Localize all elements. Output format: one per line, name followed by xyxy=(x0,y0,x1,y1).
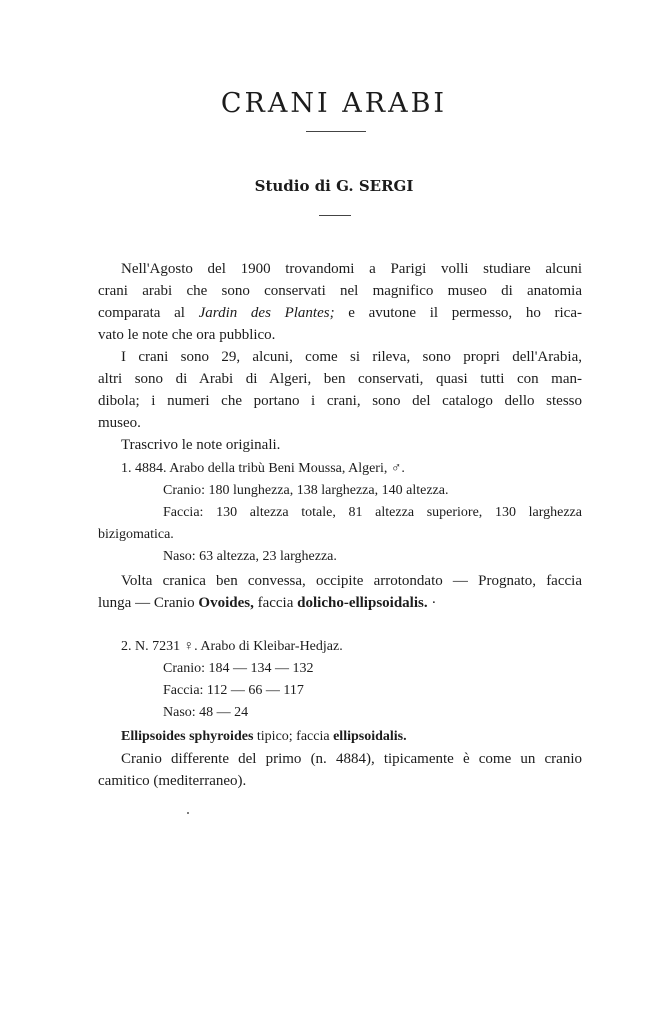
entry1-heading: 1. 4884. Arabo della tribù Beni Moussa, Algeri, ♂. xyxy=(121,461,405,476)
title-rule xyxy=(306,131,366,132)
entry1-description-1: Volta cranica ben convessa, occipite arrotondato — Prognato, faccia xyxy=(121,573,582,589)
page-title: CRANI ARABI xyxy=(220,88,448,119)
p1-line-3: comparata al Jardin des Plantes; e avutone il permesso, ho rica- xyxy=(98,305,582,321)
p1-line-2: crani arabi che sono conservati nel magnifico museo di anatomia xyxy=(98,283,582,299)
p2-line-1: I crani sono 29, alcuni, come si rileva, sono propri dell'Arabia, xyxy=(121,349,582,365)
subtitle-rule xyxy=(319,215,351,216)
entry2-cranio: Cranio: 184 — 134 — 132 xyxy=(163,661,314,676)
print-speck xyxy=(187,812,189,814)
entry1-cranio: Cranio: 180 lunghezza, 138 larghezza, 140 altezza. xyxy=(163,483,449,498)
entry2-heading: 2. N. 7231 ♀. Arabo di Kleibar-Hedjaz. xyxy=(121,639,343,654)
entry1-naso: Naso: 63 altezza, 23 larghezza. xyxy=(163,549,337,564)
p3-line: Trascrivo le note originali. xyxy=(121,437,281,453)
p2-line-2: altri sono di Arabi di Algeri, ben conservati, quasi tutti con man- xyxy=(98,371,582,387)
entry1-description-2: lunga — Cranio Ovoides, faccia dolicho-ellipsoidalis. · xyxy=(98,595,437,611)
entry2-naso: Naso: 48 — 24 xyxy=(163,705,249,720)
entry1-faccia-cont: bizigomatica. xyxy=(98,527,174,542)
entry2-description-3: camitico (mediterraneo). xyxy=(98,773,247,789)
p1-line-4: vato le note che ora pubblico. xyxy=(98,327,276,343)
author-line: Studio di G. SERGI xyxy=(254,177,414,195)
p2-line-3: dibola; i numeri che portano i crani, sono del catalogo dello stesso xyxy=(98,393,582,409)
entry2-faccia: Faccia: 112 — 66 — 117 xyxy=(163,683,304,698)
entry1-faccia: Faccia: 130 altezza totale, 81 altezza superiore, 130 larghezza xyxy=(163,505,582,520)
entry2-description-2: Cranio differente del primo (n. 4884), tipicamente è come un cranio xyxy=(121,751,582,767)
p1-line-1: Nell'Agosto del 1900 trovandomi a Parigi volli studiare alcuni xyxy=(121,261,582,277)
p2-line-4: museo. xyxy=(98,415,141,431)
entry2-description-1: Ellipsoides sphyroides tipico; faccia ellipsoidalis. xyxy=(121,729,407,744)
